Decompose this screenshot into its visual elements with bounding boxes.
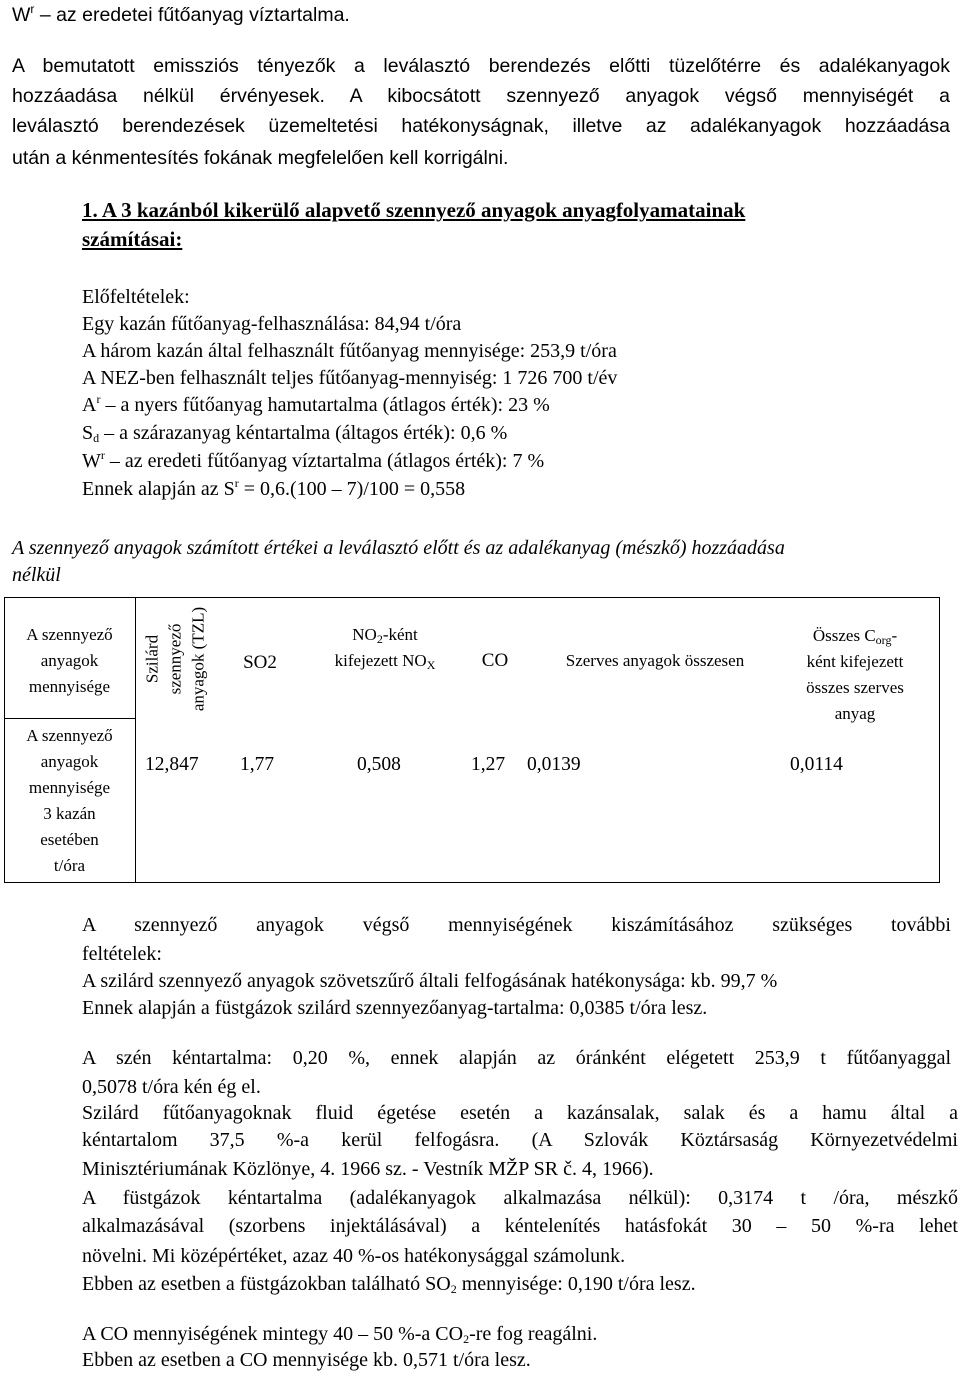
precondition-line-4 [82, 392, 550, 418]
precondition-line-6 [82, 448, 544, 474]
precondition-4-text: – a nyers fűtőanyag hamutartalma (átlagos érték): 23 % [105, 394, 550, 416]
further-p2-line-1: A szén kéntartalma: 0,20 %, ennek alapján az óránként elégetett 253,9 t fűtőanyaggal [82, 1047, 951, 1069]
precondition-7-text-b: = 0,6.(100 – 7)/100 = 0,558 [243, 478, 466, 500]
precondition-5-sub: d [93, 431, 100, 445]
table-divider-vertical [135, 597, 136, 883]
further-p3-line-2: kéntartalom 37,5 %-a kerül felfogásra. (A Szlovák Köztársaság Környezetvédelmi [82, 1129, 958, 1151]
tzl-line-2: szennyező [165, 623, 185, 695]
section-title-line-1: 1. A 3 kazánból kikerülő alapvető szennyező anyagok anyagfolyamatainak [82, 198, 746, 222]
table-row-label [4, 723, 135, 879]
precondition-7-text-a: Ennek alapján az S [82, 478, 235, 500]
row-label-line-1: A szennyező [26, 726, 113, 745]
corg-line-2: ként kifejezett [806, 652, 904, 671]
table-header-row-label [4, 622, 135, 700]
precondition-6-sup: r [100, 448, 105, 462]
p5-text-b: mennyisége: 0,190 t/óra lesz. [461, 1273, 696, 1295]
precondition-4-sup: r [96, 392, 101, 406]
further-p3-line-1: Szilárd fűtőanyagoknak fluid égetése esetén a kazánsalak, salak és a hamu által a [82, 1102, 958, 1124]
value-tzl: 12,847 [145, 754, 199, 775]
preconditions-heading: Előfeltételek: [82, 286, 190, 308]
further-p1-line-4: Ennek alapján a füstgázok szilárd szennyezőanyag-tartalma: 0,0385 t/óra lesz. [82, 997, 708, 1019]
intro-w-sup: r [30, 2, 35, 16]
corg-line-3: összes szerves [806, 678, 904, 697]
corg-line-1: Összes $C_{org}-$ [812, 626, 898, 647]
precondition-line-7 [82, 476, 465, 502]
further-p1-line-1: A szennyező anyagok végső mennyiségének kiszámításához szükséges további [82, 914, 951, 936]
header-label-line-2: anyagok [40, 651, 99, 670]
p5-sub: 2 [450, 1282, 457, 1296]
intro-w-label: W [12, 4, 31, 26]
further-p4-line-3: növelni. Mi középértéket, azaz 40 %-os hatékonysággal számolunk. [82, 1245, 626, 1267]
row-label-line-2: anyagok [40, 752, 99, 771]
table-caption-line-1: A szennyező anyagok számított értékei a leválasztó előtt és az adalékanyag (mészkő) hozzáadása [12, 537, 785, 559]
header-label-line-3: mennyisége [28, 677, 111, 696]
further-p2-line-2: 0,5078 t/óra kén ég el. [82, 1076, 261, 1098]
further-p1-line-3: A szilárd szennyező anyagok szövetszűrő általi felfogásának hatékonysága: kb. 99,7 % [82, 970, 778, 992]
precondition-line-2: A három kazán által felhasznált fűtőanyag mennyisége: 253,9 t/óra [82, 340, 617, 362]
table-header-so2: SO2 [243, 652, 277, 673]
tzl-line-3: anyagok (TZL) [188, 606, 208, 712]
intro-w-text: – az eredetei fűtőanyag víztartalma. [39, 4, 350, 26]
section-title-line-2: számításai: [82, 227, 183, 251]
p6-sub: 2 [463, 1332, 470, 1346]
intro-w-definition [12, 2, 350, 28]
further-p7: Ebben az esetben a CO mennyisége kb. 0,571 t/óra lesz. [82, 1349, 531, 1371]
p6-text-a: A CO mennyiségének mintegy 40 – 50 %-a CO [82, 1323, 464, 1345]
precondition-5-symbol: S [82, 422, 94, 444]
p6-text-b: -re fog reagálni. [469, 1323, 598, 1345]
nox-line-2: kifejezett $NO_X$ [334, 651, 436, 672]
intro-paragraph-line-4: után a kénmentesítés fokának megfelelően kell korrigálni. [12, 147, 509, 169]
table-header-tzl [140, 600, 210, 718]
value-nox: 0,508 [357, 754, 401, 775]
intro-paragraph-line-3: leválasztó berendezések üzemeltetési hatékonyságnak, illetve az adalékanyagok hozzáadása [12, 115, 950, 137]
precondition-6-text: – az eredeti fűtőanyag víztartalma (átlagos érték): 7 % [109, 450, 545, 472]
precondition-4-symbol: A [82, 394, 97, 416]
value-organic: 0,0139 [527, 754, 581, 775]
table-header-co: CO [481, 650, 509, 671]
precondition-line-3: A NEZ-ben felhasznált teljes fűtőanyag-mennyiség: 1 726 700 t/év [82, 367, 618, 389]
row-label-line-4: 3 kazán [43, 804, 96, 823]
further-p1-line-2: feltételek: [82, 943, 162, 965]
row-label-line-5: esetében [40, 830, 99, 849]
table-header-organic: Szerves anyagok összesen [565, 651, 745, 670]
precondition-line-5 [82, 420, 507, 446]
value-corg: 0,0114 [790, 754, 843, 775]
precondition-line-1: Egy kazán fűtőanyag-felhasználása: 84,94 t/óra [82, 313, 462, 335]
further-p4-line-2: alkalmazásával (szorbens injektálásával) a kéntelenítés hatásfokát 30 – 50 %-ra lehet [82, 1215, 958, 1237]
value-co: 1,27 [471, 754, 506, 775]
table-header-corg [785, 623, 925, 727]
intro-paragraph-line-1: A bemutatott emissziós tényezők a leválasztó berendezés előtti tüzelőtérre és adalékanyagok [12, 55, 950, 77]
header-label-line-1: A szennyező [26, 625, 113, 644]
corg-line-4: anyag [834, 704, 876, 723]
value-so2: 1,77 [240, 754, 275, 775]
further-p6 [82, 1321, 597, 1347]
precondition-7-sup: r [234, 476, 239, 490]
p5-text-a: Ebben az esetben a füstgázokban található SO [82, 1273, 451, 1295]
table-header-nox [315, 622, 455, 674]
tzl-line-1: Szilárd [142, 634, 162, 684]
row-label-line-6: t/óra [53, 856, 86, 875]
further-p4-line-1: A füstgázok kéntartalma (adalékanyagok alkalmazása nélkül): 0,3174 t /óra, mészkő [82, 1187, 958, 1209]
row-label-line-3: mennyisége [28, 778, 111, 797]
table-divider-horizontal [4, 718, 136, 719]
precondition-6-symbol: W [82, 450, 101, 472]
further-p5 [82, 1271, 696, 1297]
table-caption-line-2: nélkül [12, 564, 61, 586]
nox-line-1: $NO_2$-ként [352, 625, 418, 646]
further-p3-line-3: Minisztériumának Közlönye, 4. 1966 sz. - Vestník MŽP SR č. 4, 1966). [82, 1158, 654, 1180]
precondition-5-text: – a szárazanyag kéntartalma (áltagos érték): 0,6 % [104, 422, 508, 444]
intro-paragraph-line-2: hozzáadása nélkül érvényesek. A kibocsátott szennyező anyagok végső mennyiségét a [12, 85, 950, 107]
